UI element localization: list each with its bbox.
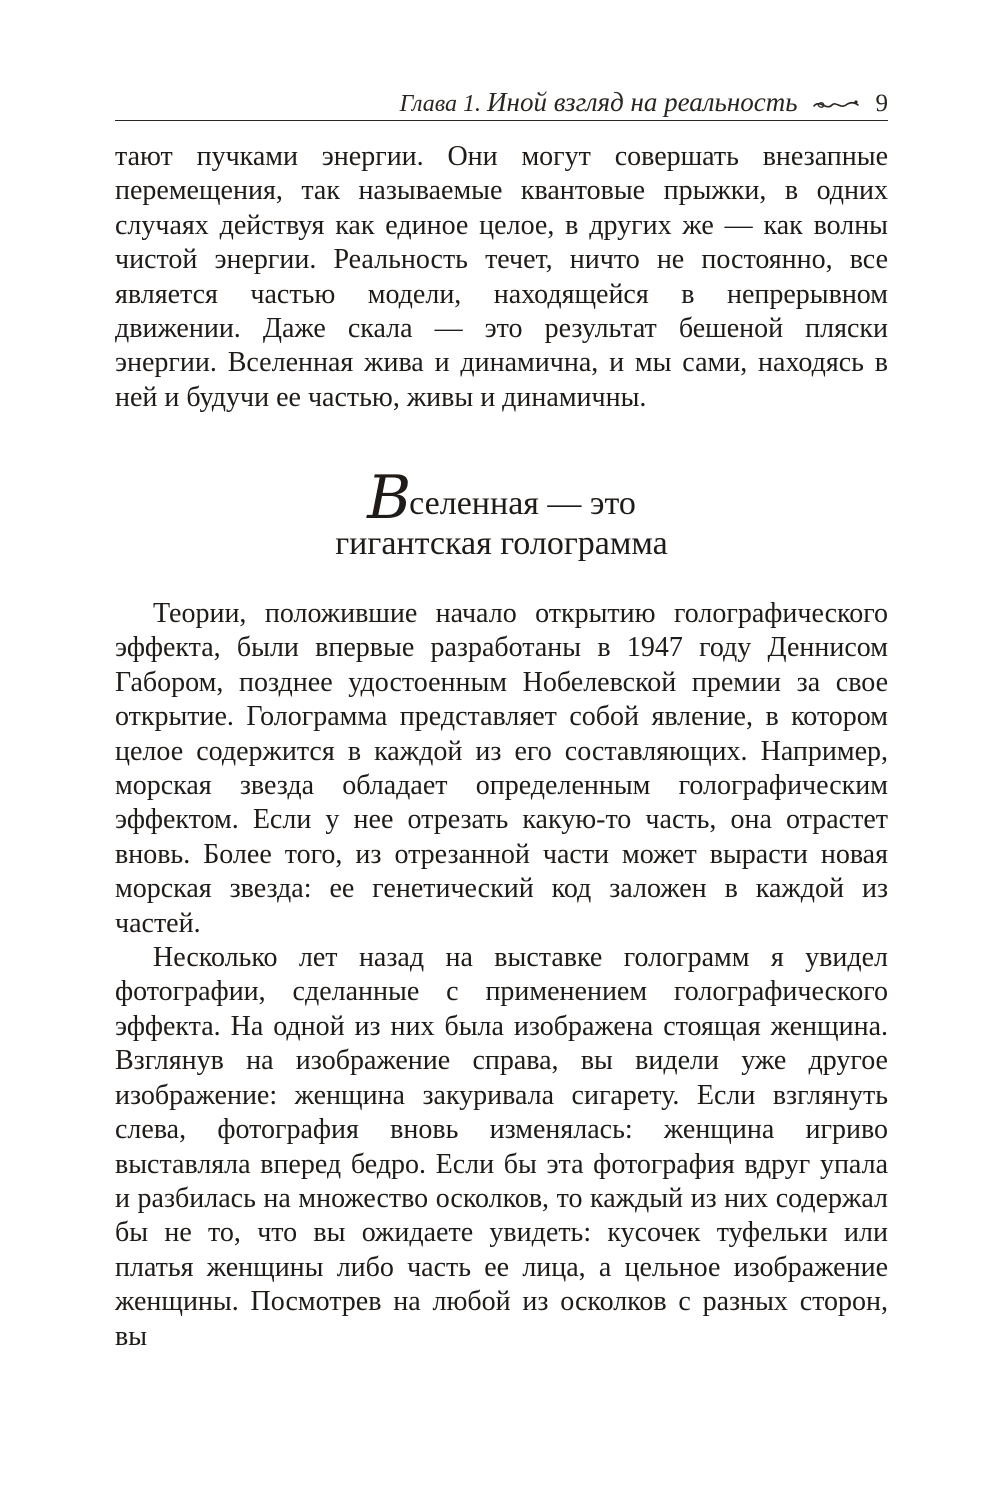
running-head <box>115 84 888 120</box>
continued-paragraph <box>115 140 888 415</box>
header-rule <box>115 120 888 121</box>
section-body <box>115 597 888 1354</box>
paragraph: Теории, положившие начало открытию голографического эффекта, были впервые разработаны в 1947 году Деннисом Габором, позднее удостоенным Нобелевской премии за свое открытие. Голограмма представляет собой явление, в котором целое содержится в каждой из его составляющих. Например, морская звезда обладает определенным голографическим эффектом. Если у нее отрезать какую-то часть, она отрастет вновь. Более того, из отрезанной части может вырасти новая морская звезда: ее генетический код заложен в каждой из частей. <box>115 598 888 939</box>
heading-initial: В <box>367 463 410 533</box>
paragraph: тают пучками энергии. Они могут совершать внезапные перемещения, так называемые квантовые прыжки, в одних случаях действуя как единое целое, в других же — как волны чистой энергии. Реальность течет, ничто не постоянно, все является частью модели, находящейся в непрерывном движении. Даже скала — это результат бешеной пляски энергии. Вселенная жива и динамична, и мы сами, находясь в ней и будучи ее частью, живы и динамичны. <box>115 141 888 413</box>
heading-line-1-rest: селенная — это <box>409 485 636 522</box>
paragraph: Несколько лет назад на выставке голограмм я увидел фотографии, сделанные с применением голографического эффекта. На одной из них была изображена стоящая женщина. Взглянув на изображение справа, вы видели уже другое изображение: женщина закуривала сигарету. Если взглянуть слева, фотография вновь изменялась: женщина игриво выставляла вперед бедро. Если бы эта фотография вдруг упала и разбилась на множество осколков, то каждый из них содержал бы не то, что вы ожидаете увидеть: кусочек туфельки или платья женщины либо часть ее лица, а цельное изображение женщины. Посмотрев на любой из осколков с разных сторон, вы <box>115 942 888 1352</box>
section-heading-line-1 <box>115 463 888 533</box>
section-heading <box>115 463 888 564</box>
flourish-icon <box>812 97 860 113</box>
section-heading-line-2: гигантская голограмма <box>335 525 668 562</box>
page-number: 9 <box>875 90 888 117</box>
chapter-label: Глава 1. <box>399 91 482 117</box>
chapter-title: Иной взгляд на реальность <box>487 87 798 117</box>
